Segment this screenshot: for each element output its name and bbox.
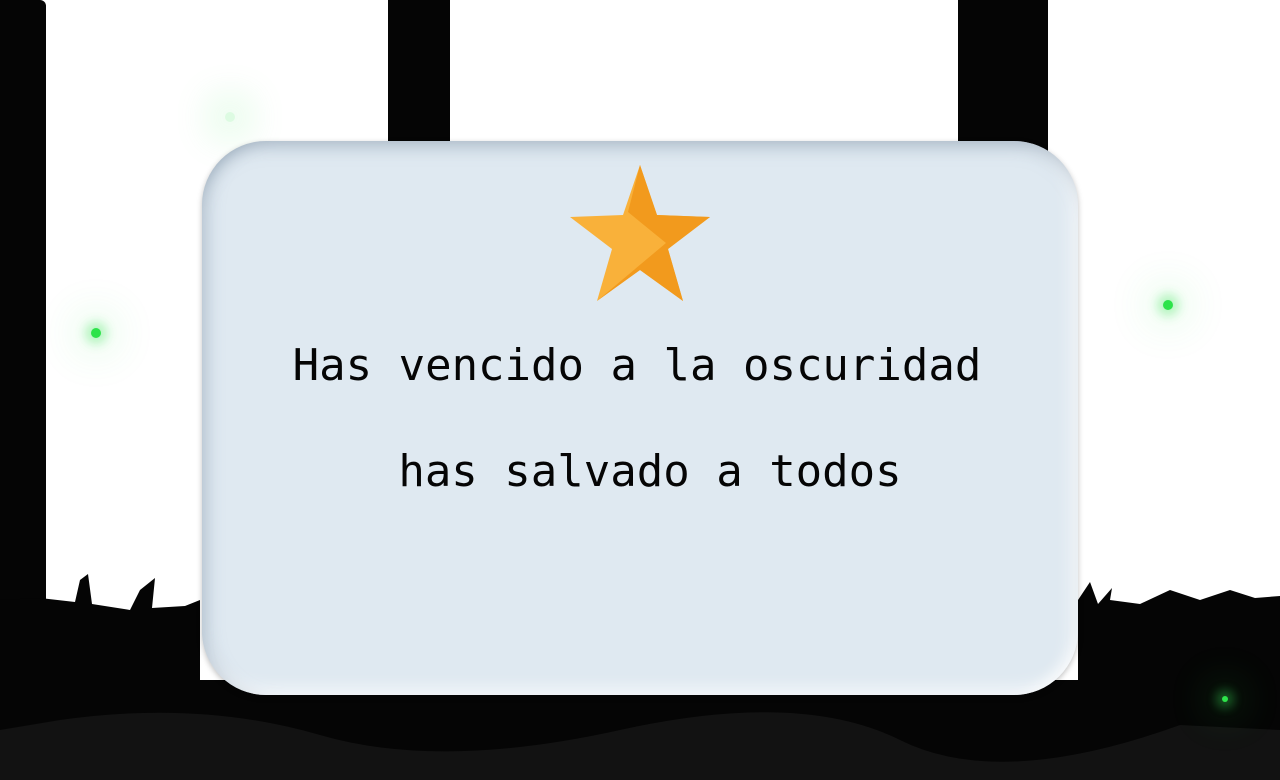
victory-message-line-2: has salvado a todos bbox=[398, 446, 902, 497]
star-icon bbox=[568, 165, 712, 303]
firefly bbox=[1163, 300, 1173, 310]
firefly bbox=[91, 328, 101, 338]
firefly bbox=[1222, 696, 1228, 702]
victory-message-line-1: Has vencido a la oscuridad bbox=[292, 340, 982, 391]
firefly bbox=[225, 112, 235, 122]
